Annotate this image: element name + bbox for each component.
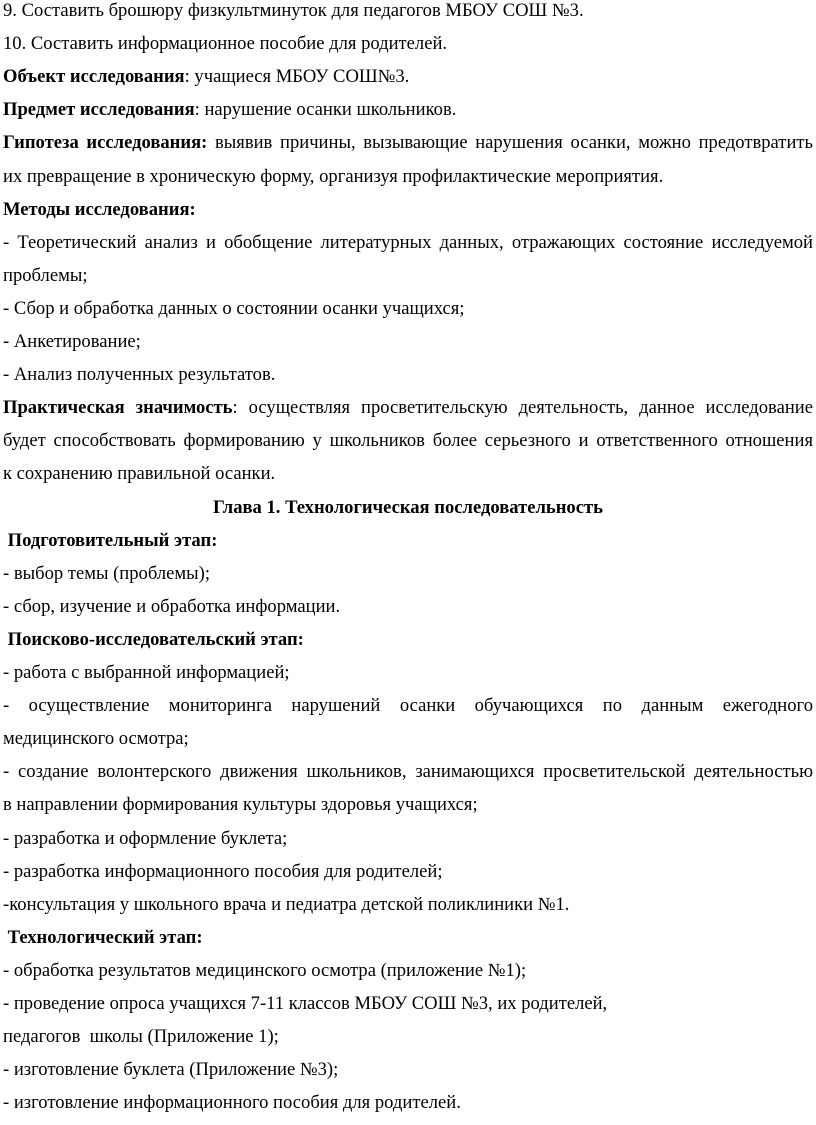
text-line: будет способствовать формированию у школьников более серьезного и ответственного отношения — [3, 430, 813, 452]
text-line — [3, 132, 813, 156]
text-line: - работа с выбранной информацией; — [3, 662, 290, 683]
text-line: 10. Составить информационное пособие для родителей. — [3, 33, 448, 55]
text-line: - проведение опроса учащихся 7-11 классов МБОУ СОШ №3, их родителей, — [3, 993, 608, 1014]
text-line: в направлении формирования культуры здоровья учащихся; — [3, 794, 478, 816]
text-line: - изготовление буклета (Приложение №3); — [3, 1059, 339, 1081]
text-line: к сохранению правильной осанки. — [3, 463, 276, 485]
text-line: - Анализ полученных результатов. — [3, 364, 276, 386]
section-label-text: Методы исследования: — [3, 198, 196, 220]
text-line: - создание волонтерского движения школьников, занимающихся просветительской деятельностью — [3, 761, 813, 783]
text-line: их превращение в хроническую форму, организуя профилактические мероприятия. — [3, 165, 664, 187]
section-label — [3, 629, 813, 653]
field-text: выявив причины, вызывающие нарушения осанки, можно предотвратить — [207, 132, 813, 154]
text-line: - изготовление информационного пособия для родителей. — [3, 1092, 461, 1114]
field-text: : осуществляя просветительскую деятельность, данное исследование — [232, 397, 813, 419]
text-line — [3, 397, 813, 421]
field-label: Практическая значимость — [3, 397, 233, 419]
chapter-heading-text: Глава 1. Технологическая последовательность — [213, 496, 603, 518]
text-line: 9. Составить брошюру физкультминуток для педагогов МБОУ СОШ №3. — [3, 0, 584, 21]
text-line: - осуществление мониторинга нарушений осанки обучающихся по данным ежегодного — [3, 695, 813, 717]
section-label-text: Технологический этап: — [3, 926, 203, 948]
text-line: - обработка результатов медицинского осмотра (приложение №1); — [3, 959, 527, 981]
field-text: : учащиеся МБОУ СОШ№3. — [184, 66, 410, 88]
chapter-heading — [3, 497, 813, 521]
text-line — [3, 66, 813, 90]
text-line: -консультация у школьного врача и педиатра детской поликлиники №1. — [3, 893, 570, 915]
section-label — [3, 530, 813, 554]
text-line: - сбор, изучение и обработка информации. — [3, 595, 341, 617]
field-label: Гипотеза исследования: — [3, 132, 208, 154]
text-line: - разработка и оформление буклета; — [3, 827, 288, 849]
field-label: Объект исследования — [3, 66, 185, 88]
text-line: педагогов школы (Приложение 1); — [3, 1026, 279, 1048]
section-label — [3, 927, 813, 951]
section-label — [3, 199, 813, 223]
text-line: проблемы; — [3, 264, 88, 286]
field-text: : нарушение осанки школьников. — [194, 99, 457, 121]
text-line — [3, 99, 813, 123]
section-label-text: Поисково-исследовательский этап: — [3, 628, 304, 650]
section-label-text: Подготовительный этап: — [3, 529, 218, 551]
field-label: Предмет исследования — [3, 99, 195, 121]
text-line: медицинского осмотра; — [3, 728, 189, 750]
text-line: - Сбор и обработка данных о состоянии осанки учащихся; — [3, 297, 465, 319]
text-line: - разработка информационного пособия для родителей; — [3, 860, 443, 882]
text-line: - Теоретический анализ и обобщение литературных данных, отражающих состояние исследуемой — [3, 231, 813, 253]
text-line: - Анкетирование; — [3, 331, 141, 352]
text-line: - выбор темы (проблемы); — [3, 562, 210, 584]
